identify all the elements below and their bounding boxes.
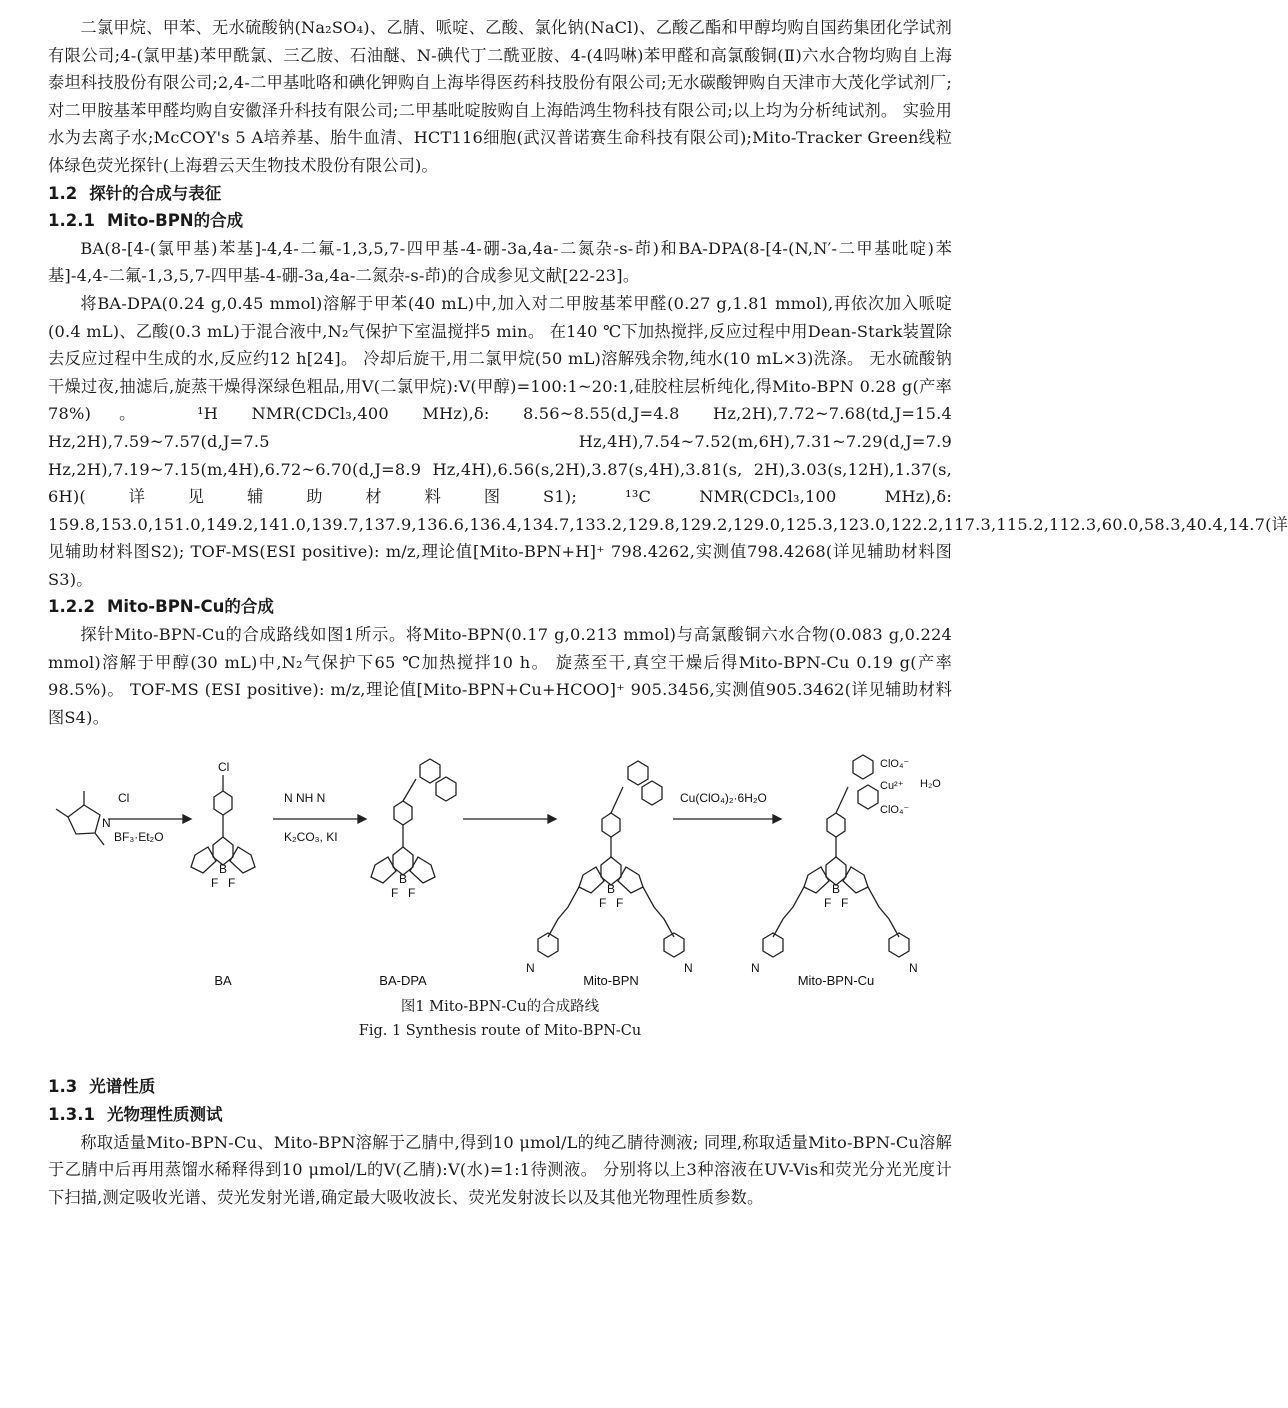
section-number: 1.2 bbox=[48, 183, 78, 203]
atom-label-f: F bbox=[211, 876, 219, 891]
atom-label-n: N bbox=[751, 961, 760, 976]
reagent-2-bottom: K₂CO₃, KI bbox=[284, 830, 338, 845]
atom-label-f: F bbox=[824, 896, 832, 911]
section-title: 光谱性质 bbox=[89, 1077, 156, 1097]
atom-label-n: N bbox=[684, 961, 693, 976]
atom-label-b: B bbox=[607, 882, 616, 897]
perchlorate-label: ClO₄⁻ bbox=[880, 804, 910, 817]
atom-label-f: F bbox=[599, 896, 607, 911]
section-number: 1.2.1 bbox=[48, 211, 95, 231]
reagent-2-top: N NH N bbox=[284, 791, 326, 806]
paragraph-mito-bpn-cu-synthesis: 探针Mito-BPN-Cu的合成路线如图1所示。将Mito-BPN(0.17 g,0.213 mmol)与高氯酸铜六水合物(0.083 g,0.224 mmol)溶解于甲醇(30 mL)中,N₂气保护下65 ℃加热搅拌10 h。 旋蒸至干,真空干燥后得Mito-BPN-Cu 0.19 g(产率98.5%)。 TOF-MS (ESI positive): m/z,理论值[Mito-BPN+Cu+HCOO]⁺ 905.3456,实测值905.3462(详见辅助材料图S4)。 bbox=[48, 625, 952, 727]
section-title: Mito-BPN的合成 bbox=[106, 211, 244, 231]
atom-label-b: B bbox=[832, 882, 841, 897]
pyrrole-ring bbox=[68, 805, 100, 834]
section-heading-1-3 bbox=[48, 1073, 952, 1101]
atom-label-n: N bbox=[102, 816, 111, 831]
reagent-1-top: Cl bbox=[118, 791, 130, 806]
copper-label: Cu²⁺ bbox=[880, 780, 904, 793]
atom-label-f: F bbox=[616, 896, 624, 911]
atom-label-n: N bbox=[909, 961, 918, 976]
atom-label-f: F bbox=[841, 896, 849, 911]
section-number: 1.3.1 bbox=[48, 1105, 95, 1125]
section-title: 探针的合成与表征 bbox=[89, 183, 222, 203]
section-heading-1-2 bbox=[48, 180, 952, 208]
figure-1-synthesis-route bbox=[48, 757, 952, 1055]
paragraph-ba-synthesis: BA(8-[4-(氯甲基)苯基]-4,4-二氟-1,3,5,7-四甲基-4-硼-3a,4a-二氮杂-s-茚)和BA-DPA(8-[4-(N,N′-二甲基吡啶)苯基]-4,4-二氟-1,3,5,7-四甲基-4-硼-3a,4a-二氮杂-s-茚)的合成参见文献[22-23]。 bbox=[48, 238, 952, 286]
reagent-4-top: Cu(ClO₄)₂·6H₂O bbox=[680, 791, 767, 806]
figure-caption-en: Fig. 1 Synthesis route of Mito-BPN-Cu bbox=[358, 1023, 642, 1040]
synthesis-scheme bbox=[48, 757, 952, 987]
water-label: H₂O bbox=[920, 778, 941, 791]
atom-label-f: F bbox=[391, 886, 399, 901]
paragraph-mito-bpn-synthesis: 将BA-DPA(0.24 g,0.45 mmol)溶解于甲苯(40 mL)中,加入对二甲胺基苯甲醛(0.27 g,1.81 mmol),再依次加入哌啶(0.4 mL)、乙酸(0.3 mL)于混合液中,N₂气保护下室温搅拌5 min。 在140 ℃下加热搅拌,反应过程中用Dean-Stark装置除去反应过程中生成的水,反应约12 h[24]。 冷却后旋干,用二氯甲烷(50 mL)溶解残余物,纯水(10 mL×3)洗涤。 无水硫酸钠干燥过夜,抽滤后,旋蒸干燥得深绿色粗品,用V(二氯甲烷):V(甲醇)=100:1~20:1,硅胶柱层析纯化,得Mito-BPN 0.28 g(产率78%)。 ¹H NMR(CDCl₃,400 MHz),δ: 8.56~8.55(d,J=4.8 Hz,2H),7.72~7.68(td,J=15.4 Hz,2H),7.59~7.57(d,J=7.5 Hz,4H),7.54~7.52(m,6H),7.31~7.29(d,J=7.9 Hz,2H),7.19~7.15(m,4H),6.72~6.70(d,J=8.9 Hz,4H),6.56(s,2H),3.87(s,4H),3.81(s, 2H),3.03(s,12H),1.37(s, 6H)(详见辅助材料图S1); ¹³C NMR(CDCl₃,100 MHz),δ: 159.8,153.0,151.0,149.2,141.0,139.7,137.9,136.6,136.4,134.7,133.2,129.8,129.2,129.0,125.3,123.0,122.2,117.3,115.2,112.3,60.0,58.3,40.4,14.7(详见辅助材料图S2); TOF-MS(ESI positive): m/z,理论值[Mito-BPN+H]⁺ 798.4262,实测值798.4268(详见辅助材料图S3)。 bbox=[48, 293, 1288, 589]
atom-label-f: F bbox=[408, 886, 416, 901]
article-page bbox=[48, 14, 1288, 1211]
atom-label-b: B bbox=[399, 872, 408, 887]
section-number: 1.3 bbox=[48, 1077, 78, 1097]
compound-label-ba: BA bbox=[214, 973, 232, 989]
perchlorate-label: ClO₄⁻ bbox=[880, 758, 910, 771]
atom-label-n: N bbox=[526, 961, 535, 976]
section-number: 1.2.2 bbox=[48, 597, 95, 617]
section-heading-1-3-1 bbox=[48, 1101, 952, 1129]
atom-label-b: B bbox=[219, 862, 228, 877]
atom-label-cl: Cl bbox=[218, 760, 230, 775]
section-title: Mito-BPN-Cu的合成 bbox=[106, 597, 274, 617]
section-heading-1-2-2 bbox=[48, 593, 952, 621]
section-heading-1-2-1 bbox=[48, 207, 952, 235]
paragraph-materials: 二氯甲烷、甲苯、无水硫酸钠(Na₂SO₄)、乙腈、哌啶、乙酸、氯化钠(NaCl)、乙酸乙酯和甲醇均购自国药集团化学试剂有限公司;4-(氯甲基)苯甲酰氯、三乙胺、石油醚、N-碘代丁二酰亚胺、4-(4吗啉)苯甲醛和高氯酸铜(Ⅱ)六水合物均购自上海泰坦科技股份有限公司;2,4-二甲基吡咯和碘化钾购自上海毕得医药科技股份有限公司;无水碳酸钾购自天津市大茂化学试剂厂;对二甲胺基苯甲醛均购自安徽泽升科技有限公司;二甲基吡啶胺购自上海皓鸿生物科技有限公司;以上均为分析纯试剂。 实验用水为去离子水;McCOY's 5 A培养基、胎牛血清、HCT116细胞(武汉普诺赛生命科技有限公司);Mito-Tracker Green线粒体绿色荧光探针(上海碧云天生物技术股份有限公司)。 bbox=[48, 18, 952, 175]
compound-label-ba-dpa: BA-DPA bbox=[379, 973, 427, 989]
section-title: 光物理性质测试 bbox=[106, 1105, 223, 1125]
reagent-1-bottom: BF₃·Et₂O bbox=[114, 830, 164, 845]
figure-caption-cn: 图1 Mito-BPN-Cu的合成路线 bbox=[400, 999, 600, 1016]
atom-label-f: F bbox=[228, 876, 236, 891]
compound-label-mito-bpn: Mito-BPN bbox=[583, 973, 639, 989]
phenyl-ring bbox=[214, 791, 232, 815]
compound-label-mito-bpn-cu: Mito-BPN-Cu bbox=[797, 973, 875, 989]
paragraph-spectral-test: 称取适量Mito-BPN-Cu、Mito-BPN溶解于乙腈中,得到10 μmol/L的纯乙腈待测液; 同理,称取适量Mito-BPN-Cu溶解于乙腈中后再用蒸馏水稀释得到10 μmol/L的V(乙腈):V(水)=1:1待测液。 分别将以上3种溶液在UV-Vis和荧光分光光度计下扫描,测定吸收光谱、荧光发射光谱,确定最大吸收波长、荧光发射波长以及其他光物理性质参数。 bbox=[48, 1132, 952, 1207]
